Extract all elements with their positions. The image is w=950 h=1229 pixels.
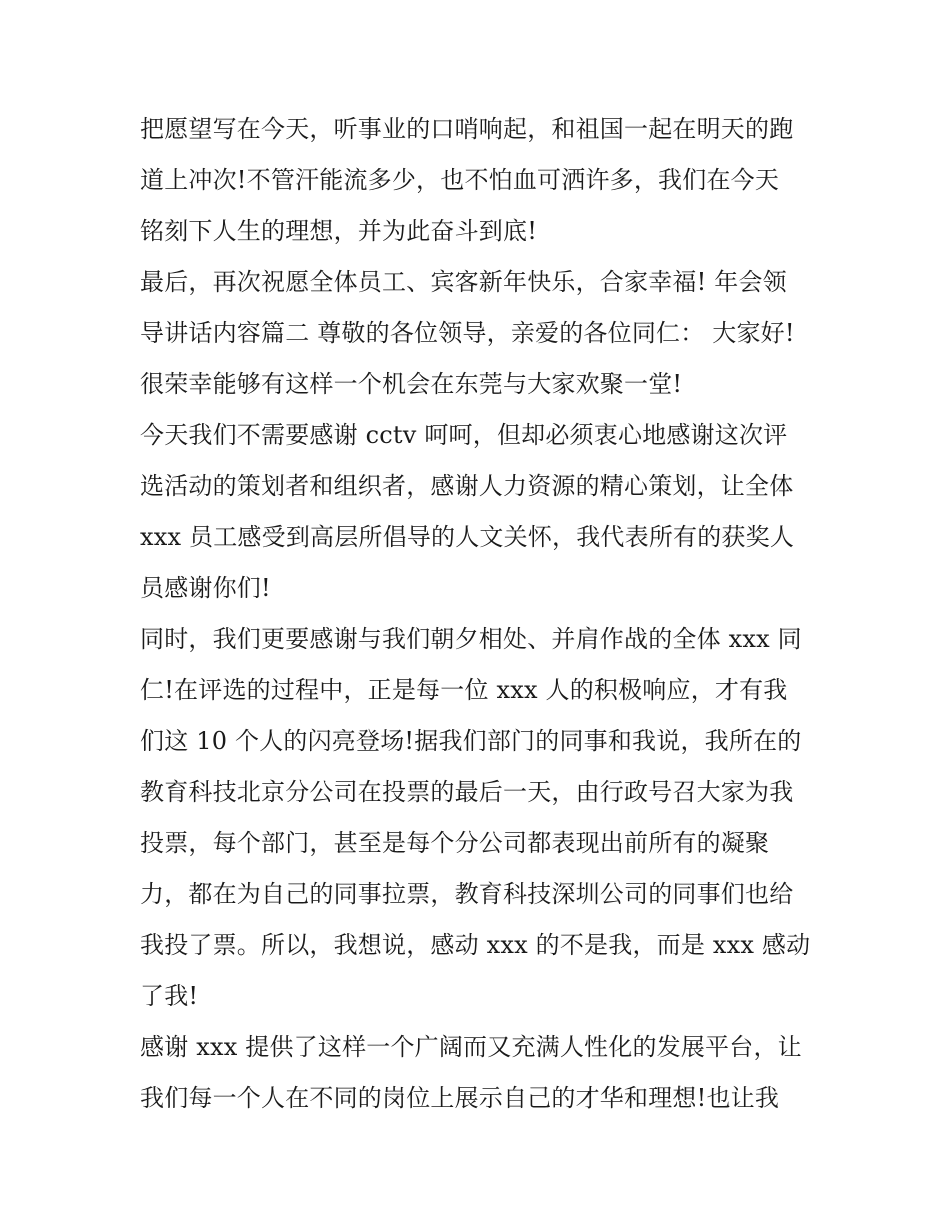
text-line: 们这 10 个人的闪亮登场!据我们部门的同事和我说，我所在的 xyxy=(140,727,802,755)
text-line: 铭刻下人生的理想，并为此奋斗到底! xyxy=(140,217,538,245)
text-line: 很荣幸能够有这样一个机会在东莞与大家欢聚一堂! xyxy=(140,370,683,398)
text-line: 道上冲次!不管汗能流多少，也不怕血可洒许多，我们在今天 xyxy=(140,166,780,194)
text-line: xxx 员工感受到高层所倡导的人文关怀，我代表所有的获奖人 xyxy=(140,523,795,551)
text-line: 同时，我们更要感谢与我们朝夕相处、并肩作战的全体 xxx 同 xyxy=(140,625,802,653)
text-line: 选活动的策划者和组织者，感谢人力资源的精心策划，让全体 xyxy=(140,472,794,500)
text-line: 教育科技北京分公司在投票的最后一天，由行政号召大家为我 xyxy=(140,778,794,806)
text-line: 感谢 xxx 提供了这样一个广阔而又充满人性化的发展平台，让 xyxy=(140,1033,802,1061)
text-line: 导讲话内容篇二 尊敬的各位领导，亲爱的各位同仁： 大家好! xyxy=(140,319,795,347)
text-line: 今天我们不需要感谢 cctv 呵呵，但却必须衷心地感谢这次评 xyxy=(140,421,788,449)
text-line: 仁!在评选的过程中，正是每一位 xxx 人的积极响应，才有我 xyxy=(140,676,788,704)
text-line: 把愿望写在今天，听事业的口哨响起，和祖国一起在明天的跑 xyxy=(140,115,794,143)
document-body xyxy=(140,104,820,1124)
text-line: 最后，再次祝愿全体员工、宾客新年快乐，合家幸福! 年会领 xyxy=(140,268,787,296)
text-line: 投票，每个部门，甚至是每个分公司都表现出前所有的凝聚 xyxy=(140,829,770,857)
text-line: 我投了票。所以，我想说，感动 xxx 的不是我，而是 xxx 感动 xyxy=(140,931,811,959)
text-line: 我们每一个人在不同的岗位上展示自己的才华和理想!也让我 xyxy=(140,1084,780,1112)
text-line: 了我! xyxy=(140,982,199,1010)
text-line: 力，都在为自己的同事拉票，教育科技深圳公司的同事们也给 xyxy=(140,880,794,908)
text-line: 员感谢你们! xyxy=(140,574,271,602)
